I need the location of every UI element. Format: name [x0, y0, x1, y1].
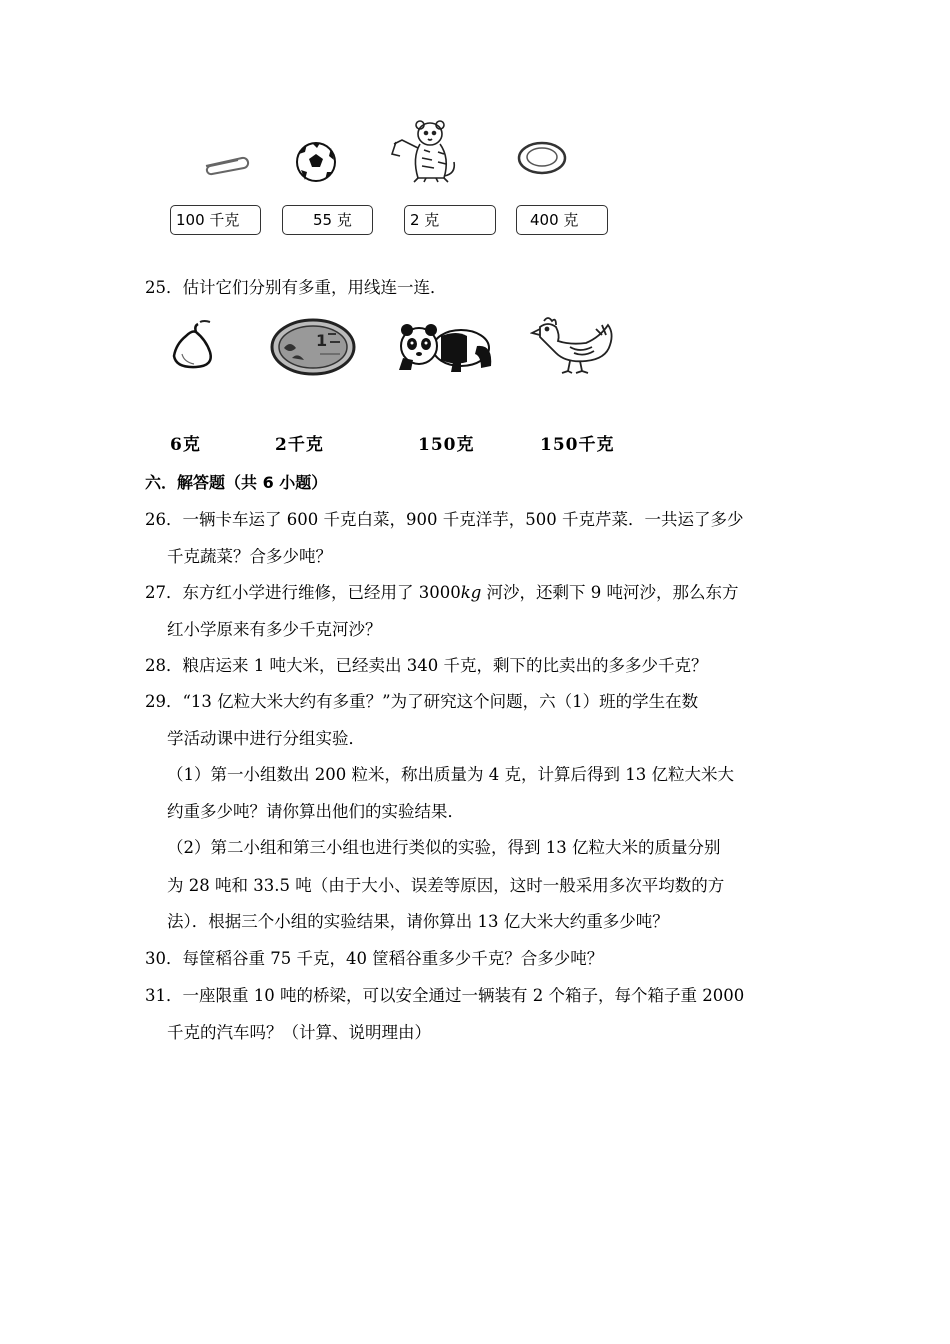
section-title: 六．解答题（共 6 小题） — [145, 473, 328, 492]
question-28-line-1 — [145, 656, 707, 676]
question-text: 每筐稻谷重 75 千克，40 筐稻谷重多少千克？合多少吨？ — [182, 949, 604, 968]
weight-box-1: 100 千克 — [170, 205, 261, 235]
question-text: 估计它们分别有多重，用线连一连． — [182, 278, 447, 297]
hen-icon — [530, 315, 616, 375]
question-text: 一座限重 10 吨的桥梁，可以安全通过一辆装有 2 个箱子，每个箱子重 2000 — [182, 986, 745, 1005]
question-29-part-1-line-2: 约重多少吨？请你算出他们的实验结果． — [167, 802, 464, 821]
question-text: 粮店运来 1 吨大米，已经卖出 340 千克，剩下的比卖出的多多少千克？ — [182, 656, 708, 675]
question-text: 东方红小学进行维修，已经用了 3000 — [182, 583, 461, 602]
svg-text:1: 1 — [316, 331, 328, 350]
question-31-line-1 — [145, 986, 744, 1006]
paperclip-icon — [200, 150, 252, 176]
question-number: 25． — [145, 278, 183, 297]
weight-label-2: 2千克 — [275, 435, 324, 455]
question-number: 26． — [145, 510, 183, 529]
question-26-line-2: 千克蔬菜？合多少吨？ — [167, 547, 332, 566]
weight-box-2: 55 克 — [282, 205, 373, 235]
panda-icon — [397, 322, 495, 374]
question-number: 27． — [145, 583, 183, 602]
question-number: 30． — [145, 949, 183, 968]
question-29-part-2-line-2: 为 28 吨和 33.5 吨（由于大小、误差等原因，这时一般采用多次平均数的方 — [167, 876, 725, 895]
question-number: 29． — [145, 692, 183, 711]
pear-icon — [170, 318, 222, 370]
question-31-line-2: 千克的汽车吗？（计算、说明理由） — [167, 1023, 431, 1042]
question-text: 一辆卡车运了 600 千克白菜，900 千克洋芋，500 千克芹菜．一共运了多少 — [182, 510, 744, 529]
soccer-ball-icon — [295, 140, 337, 184]
plate-icon — [517, 140, 567, 176]
question-29-part-2-line-3: 法）．根据三个小组的实验结果，请你算出 13 亿大米大约重多少吨？ — [167, 912, 669, 931]
question-27-line-1 — [145, 583, 739, 603]
question-25 — [145, 278, 447, 298]
weight-label-1: 6克 — [170, 435, 201, 455]
weight-box-4: 400 克 — [516, 205, 608, 235]
question-29-line-1 — [145, 692, 698, 712]
weight-box-3: 2 克 — [404, 205, 496, 235]
question-27-line-2: 红小学原来有多少千克河沙？ — [167, 620, 382, 639]
question-26-line-1 — [145, 510, 743, 530]
question-29-line-2: 学活动课中进行分组实验． — [167, 729, 365, 748]
question-29-part-1-line-1: （1）第一小组数出 200 粒米，称出质量为 4 克，计算后得到 13 亿粒大米大 — [167, 765, 734, 784]
question-text-cont: 河沙，还剩下 9 吨河沙，那么东方 — [481, 583, 739, 602]
question-number: 31． — [145, 986, 183, 1005]
unit-kg: kg — [460, 583, 482, 602]
weight-label-4: 150千克 — [540, 435, 615, 455]
question-number: 28． — [145, 656, 183, 675]
question-30-line-1 — [145, 949, 603, 969]
question-29-part-2-line-1: （2）第二小组和第三小组也进行类似的实验，得到 13 亿粒大米的质量分别 — [167, 838, 721, 857]
weight-label-3: 150克 — [418, 435, 475, 455]
coin-icon — [270, 318, 356, 376]
tiger-icon — [388, 118, 460, 184]
question-text: “13 亿粒大米大约有多重？”为了研究这个问题，六（1）班的学生在数 — [182, 692, 699, 711]
